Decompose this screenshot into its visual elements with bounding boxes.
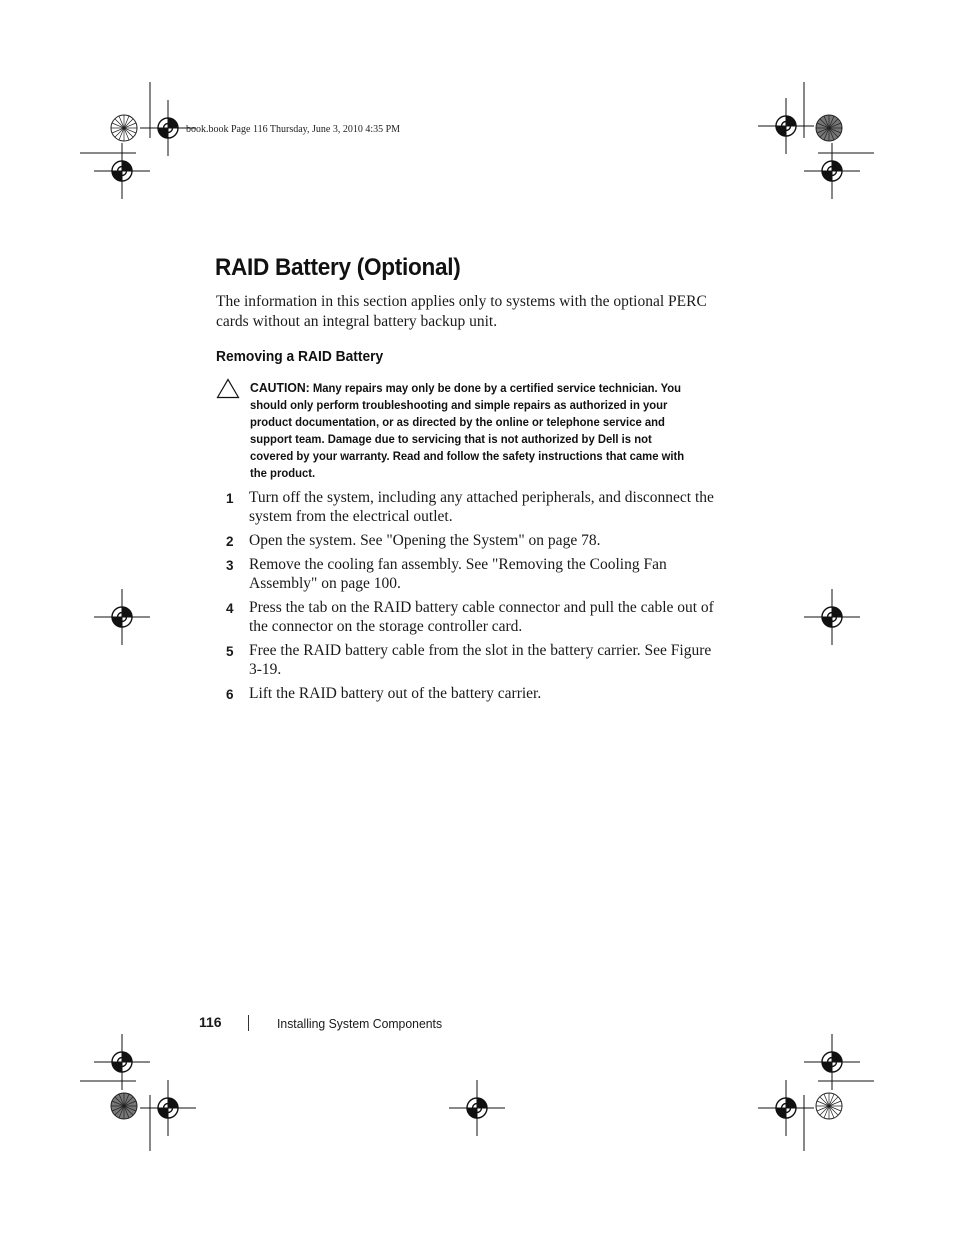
page-number: 116 [199,1014,222,1030]
step-text: Free the RAID battery cable from the slot in the battery carrier. See Figure 3-19. [249,642,712,678]
step-text: Turn off the system, including any attached peripherals, and disconnect the system from the electrical outlet. [249,489,714,525]
step-text: Lift the RAID battery out of the battery carrier. [249,685,542,702]
step-number: 1 [226,491,234,506]
step-number: 6 [226,687,234,702]
step-item [216,684,716,703]
step-item [216,598,716,636]
section-title: RAID Battery (Optional) [215,254,461,281]
step-text: Remove the cooling fan assembly. See "Removing the Cooling Fan Assembly" on page 100. [249,556,667,592]
step-item [216,641,716,679]
step-text: Open the system. See "Opening the System" on page 78. [249,532,601,549]
caution-label: CAUTION: [250,380,310,395]
footer-divider [248,1015,249,1031]
caution-icon [216,378,240,399]
intro-paragraph: The information in this section applies only to systems with the optional PERC cards without an integral battery backup unit. [216,293,707,330]
caution-notice [250,379,684,482]
step-number: 5 [226,644,234,659]
procedure-steps [216,488,716,703]
caution-text: Many repairs may only be done by a certified service technician. You should only perform troubleshooting and simple repairs as authorized in your product documentation, or as directed by the online or telephone service and support team. Damage due to servicing that is not authorized by Dell is not covered by your warranty. Read and follow the safety instructions that came with the product. [250,381,685,480]
step-text: Press the tab on the RAID battery cable connector and pull the cable out of the connector on the storage controller card. [249,599,714,635]
footer-chapter-title: Installing System Components [277,1016,443,1031]
step-item [216,531,716,550]
step-number: 3 [226,558,234,573]
step-item [216,555,716,593]
step-number: 4 [226,601,234,616]
print-slug-line: book.book Page 116 Thursday, June 3, 2010 4:35 PM [186,124,401,135]
subsection-title: Removing a RAID Battery [216,348,384,365]
step-number: 2 [226,534,234,549]
step-item [216,488,716,526]
